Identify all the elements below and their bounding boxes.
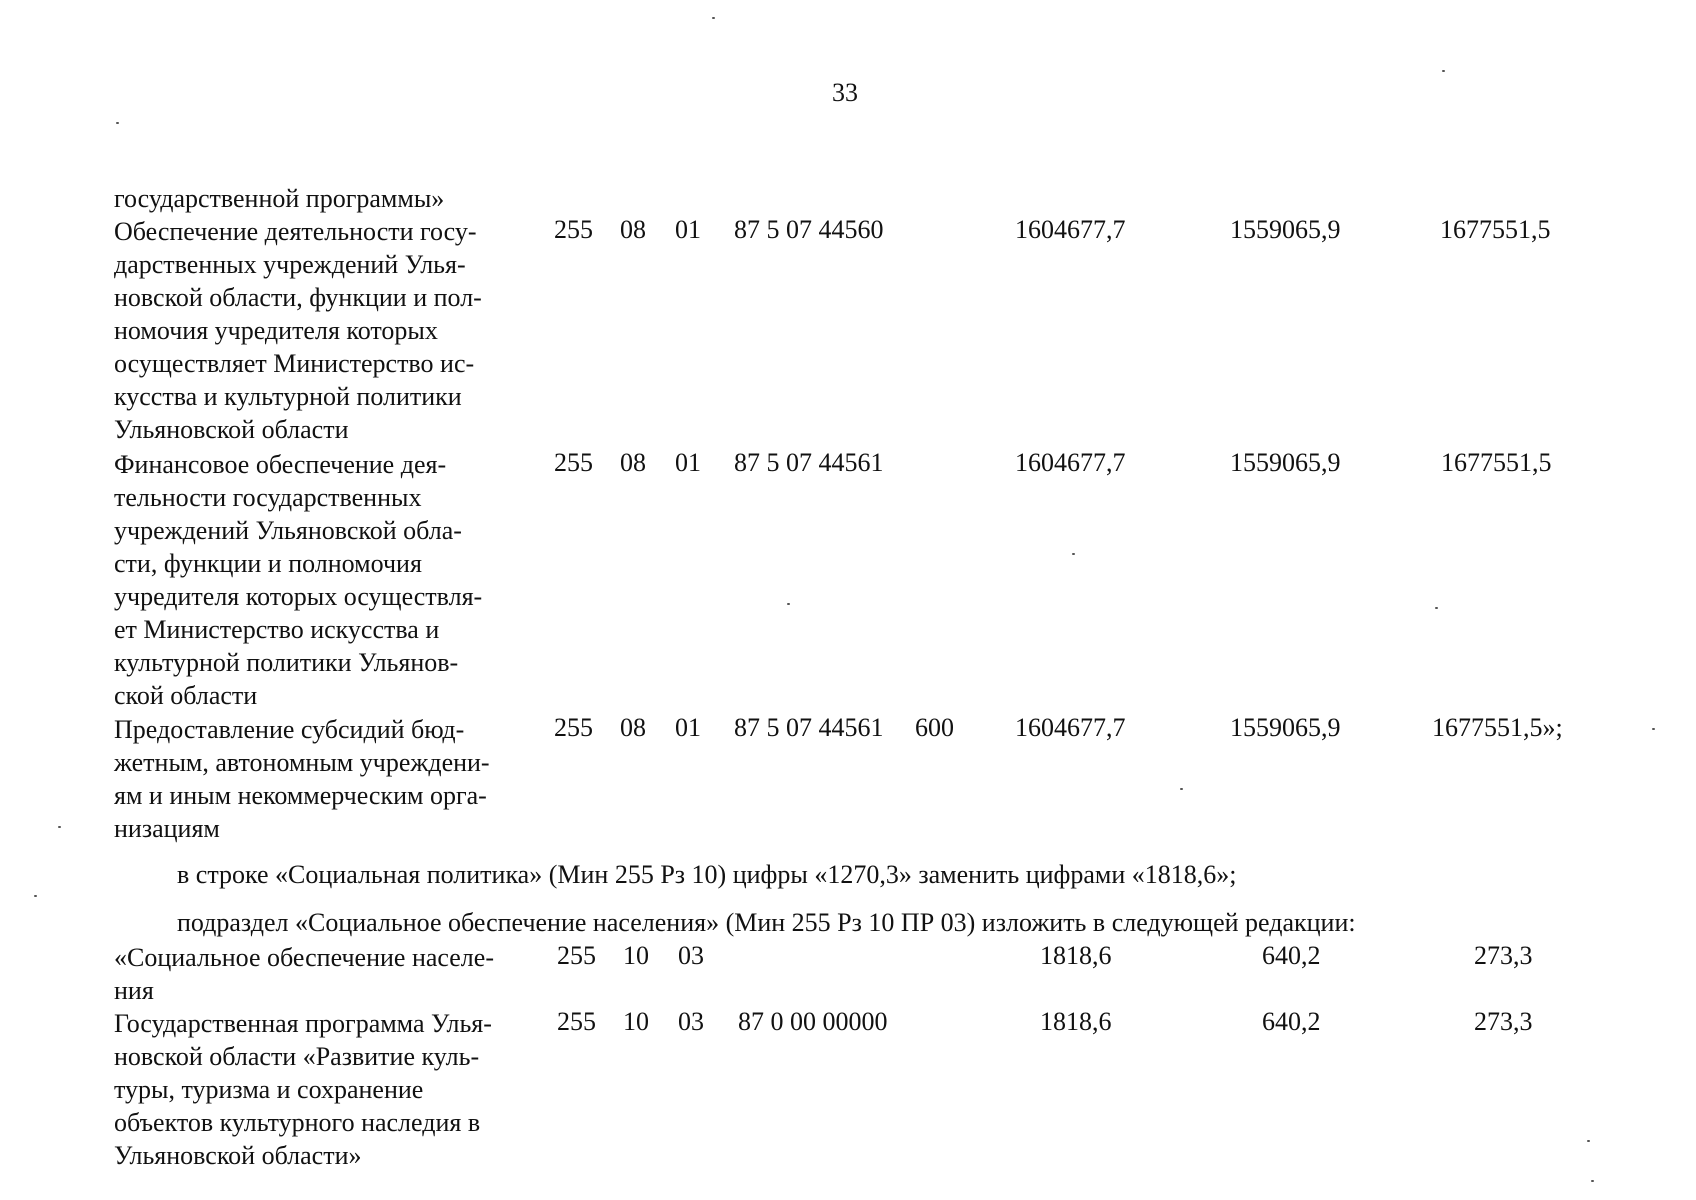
- row-value-2021: 273,3: [1474, 941, 1533, 970]
- row-value-2020: 640,2: [1262, 941, 1321, 970]
- row-value-2019: 1604677,7: [1015, 448, 1126, 477]
- row-ministry-code: 255: [554, 448, 593, 477]
- scan-speck: [1591, 1180, 1594, 1182]
- scan-speck: [1587, 1140, 1590, 1142]
- row-ministry-code: 255: [557, 941, 596, 970]
- row-value-2020: 1559065,9: [1230, 448, 1341, 477]
- scan-speck: [1072, 553, 1075, 555]
- row-subsection-code: 01: [675, 215, 701, 244]
- row-target-code: 87 5 07 44560: [734, 215, 884, 244]
- row-subsection-code: 03: [678, 941, 704, 970]
- row-value-2019: 1818,6: [1040, 941, 1112, 970]
- row-value-2019: 1604677,7: [1015, 713, 1126, 742]
- scan-speck: [34, 895, 37, 897]
- row-value-2020: 640,2: [1262, 1007, 1321, 1036]
- amendment-paragraph: в строке «Социальная политика» (Мин 255 Рз 10) цифры «1270,3» заменить цифрами «1818,6»;: [177, 860, 1237, 889]
- row-description: «Социальное обеспечение населе- ния: [114, 943, 494, 1005]
- row-section-code: 08: [620, 713, 646, 742]
- row-target-code: 87 0 00 00000: [738, 1007, 888, 1036]
- row-subsection-code: 01: [675, 448, 701, 477]
- scan-speck: [787, 603, 790, 605]
- row-description: Обеспечение деятельности госу- дарственных учреждений Улья- новской области, функции и пол- номочия учредителя которых осуществляет Министерство ис- кусства и культурной политики Ульяновской области: [114, 217, 482, 444]
- scan-speck: [1652, 728, 1655, 730]
- row-section-code: 08: [620, 215, 646, 244]
- row-description: Предоставление субсидий бюд- жетным, автономным учреждени- ям и иным некоммерческим орга- низациям: [114, 715, 490, 843]
- row-section-code: 08: [620, 448, 646, 477]
- row-subsection-code: 01: [675, 713, 701, 742]
- row-value-2020: 1559065,9: [1230, 215, 1341, 244]
- row-ministry-code: 255: [557, 1007, 596, 1036]
- scan-speck: [1435, 607, 1438, 609]
- row-subsection-code: 03: [678, 1007, 704, 1036]
- page-number: 33: [832, 78, 858, 107]
- scan-speck: [712, 17, 715, 19]
- scan-speck: [116, 122, 119, 124]
- row-value-2019: 1818,6: [1040, 1007, 1112, 1036]
- row-target-code: 87 5 07 44561: [734, 448, 884, 477]
- amendment-paragraph: подраздел «Социальное обеспечение населения» (Мин 255 Рз 10 ПР 03) изложить в следующей редакции:: [177, 908, 1356, 937]
- row-value-2020: 1559065,9: [1230, 713, 1341, 742]
- row-value-2021: 273,3: [1474, 1007, 1533, 1036]
- row-section-code: 10: [623, 1007, 649, 1036]
- row-description: государственной программы»: [114, 184, 445, 213]
- scan-speck: [1442, 70, 1445, 72]
- row-expense-type-code: 600: [915, 713, 954, 742]
- row-value-2021: 1677551,5: [1440, 215, 1551, 244]
- row-ministry-code: 255: [554, 215, 593, 244]
- row-description: Государственная программа Улья- новской области «Развитие куль- туры, туризма и сохранение объектов культурного наследия в Ульяновской области»: [114, 1009, 492, 1170]
- row-value-2019: 1604677,7: [1015, 215, 1126, 244]
- scan-speck: [1180, 788, 1183, 790]
- row-description: Финансовое обеспечение дея- тельности государственных учреждений Ульяновской обла- сти, функции и полномочия учредителя которых осуществля- ет Министерство искусства и культурной политики Ульянов- ской области: [114, 450, 483, 710]
- row-section-code: 10: [623, 941, 649, 970]
- row-ministry-code: 255: [554, 713, 593, 742]
- row-value-2021: 1677551,5: [1441, 448, 1552, 477]
- row-value-2021: 1677551,5»;: [1432, 713, 1563, 742]
- scan-speck: [58, 826, 61, 828]
- row-target-code: 87 5 07 44561: [734, 713, 884, 742]
